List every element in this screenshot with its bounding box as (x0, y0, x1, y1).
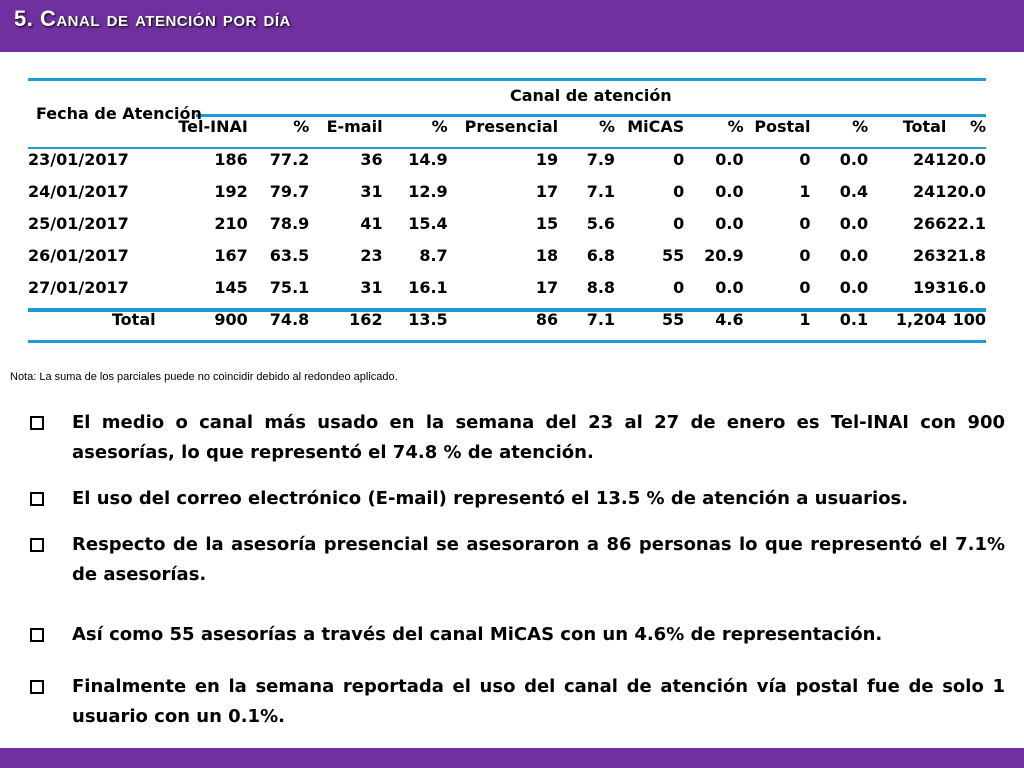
table-cell: 5.6 (586, 213, 616, 233)
row-date: 25/01/2017 (28, 213, 129, 233)
table-cell: 167 (214, 245, 248, 265)
table-cell: 0.0 (839, 277, 869, 297)
table-cell: 192 (214, 181, 248, 201)
bullet-text: Así como 55 asesorías a través del canal MiCAS con un 4.6% de representación. (72, 624, 883, 645)
bullet-item (30, 530, 1005, 590)
table-row (28, 175, 986, 207)
table-cell: 8.8 (586, 277, 616, 297)
table-cell: 21.8 (946, 245, 986, 265)
table-cell: 7.1 (586, 181, 616, 201)
col-header: % (727, 117, 744, 136)
table-cell: 0.0 (839, 213, 869, 233)
date-column-header: Fecha de Atención (36, 104, 202, 123)
table-cell: 41 (360, 213, 383, 233)
table-cell: 0 (799, 245, 811, 265)
table-cell: 31 (360, 277, 383, 297)
table-cell: 241 (913, 149, 947, 169)
table-row (28, 239, 986, 271)
table-cell: 0 (673, 181, 685, 201)
table-cell: 0.0 (715, 277, 744, 297)
total-cell: 74.8 (269, 309, 310, 329)
table-cell: 186 (214, 149, 248, 169)
table-bottom-rule (28, 340, 986, 343)
bullet-text: Respecto de la asesoría presencial se asesoraron a 86 personas lo que representó el 7.1% de asesorías. (72, 534, 1005, 585)
total-cell: 1 (799, 309, 811, 329)
table-cell: 22.1 (946, 213, 986, 233)
col-header: Tel-INAI (178, 117, 248, 136)
table-cell: 16.1 (408, 277, 448, 297)
table-cell: 55 (662, 245, 685, 265)
bullet-item (30, 620, 1005, 650)
col-header: % (599, 117, 616, 136)
checkbox-bullet-icon (30, 680, 44, 694)
table-cell: 15.4 (408, 213, 448, 233)
total-cell: 13.5 (408, 309, 448, 329)
table-cell: 0.0 (839, 245, 869, 265)
bullet-text: El uso del correo electrónico (E-mail) representó el 13.5 % de atención a usuarios. (72, 488, 909, 509)
col-header: % (969, 117, 986, 136)
row-date: 23/01/2017 (28, 149, 129, 169)
bullet-item (30, 408, 1005, 468)
table-cell: 16.0 (946, 277, 986, 297)
table-cell: 18 (535, 245, 559, 265)
col-header: % (293, 117, 310, 136)
table-cell: 0 (673, 149, 685, 169)
table-cell: 0 (673, 213, 685, 233)
table-cell: 145 (214, 277, 248, 297)
table-cell: 241 (913, 181, 947, 201)
total-cell: 900 (214, 309, 248, 329)
table-cell: 266 (913, 213, 947, 233)
table-cell: 20.0 (946, 149, 986, 169)
table-cell: 19 (535, 149, 559, 169)
total-cell: 55 (662, 309, 685, 329)
table-cell: 0.4 (839, 181, 869, 201)
table-cell: 63.5 (269, 245, 310, 265)
row-date: 24/01/2017 (28, 181, 129, 201)
table-cell: 0 (673, 277, 685, 297)
table-cell: 0.0 (715, 149, 744, 169)
total-cell: 7.1 (586, 309, 616, 329)
footer-bar (0, 748, 1024, 768)
row-date: 26/01/2017 (28, 245, 129, 265)
column-header-row (28, 110, 986, 143)
col-header: % (852, 117, 869, 136)
bullet-text: El medio o canal más usado en la semana del 23 al 27 de enero es Tel-INAI con 900 asesorías, lo que representó el 74.8 % de atención. (72, 412, 1005, 463)
bullet-item (30, 484, 1005, 514)
table-cell: 210 (214, 213, 248, 233)
checkbox-bullet-icon (30, 416, 44, 430)
total-cell: 162 (349, 309, 383, 329)
col-header: E-mail (326, 117, 383, 136)
table-cell: 20.0 (946, 181, 986, 201)
col-header: Total (902, 117, 947, 136)
table-row (28, 143, 986, 175)
slide-title: 5. Canal de atención por día (14, 6, 291, 31)
col-header: Postal (754, 117, 811, 136)
table-row (28, 207, 986, 239)
table-cell: 79.7 (269, 181, 310, 201)
table-cell: 8.7 (419, 245, 448, 265)
total-row (28, 303, 986, 335)
bullet-item (30, 672, 1005, 732)
channel-table (28, 79, 986, 335)
checkbox-bullet-icon (30, 538, 44, 552)
table-row (28, 271, 986, 303)
col-header: % (431, 117, 448, 136)
checkbox-bullet-icon (30, 628, 44, 642)
total-cell: 100 (952, 309, 986, 329)
col-header: MiCAS (627, 117, 685, 136)
channel-group-header: Canal de atención (510, 86, 672, 105)
total-cell: 4.6 (715, 309, 744, 329)
table-cell: 31 (360, 181, 383, 201)
col-header: Presencial (464, 117, 559, 136)
table-cell: 193 (913, 277, 947, 297)
checkbox-bullet-icon (30, 492, 44, 506)
table-cell: 0 (799, 277, 811, 297)
row-date: 27/01/2017 (28, 277, 129, 297)
table-cell: 263 (913, 245, 947, 265)
table-cell: 0.0 (839, 149, 869, 169)
table-cell: 17 (535, 181, 559, 201)
table-cell: 17 (535, 277, 559, 297)
table-cell: 36 (360, 149, 383, 169)
table-cell: 0.0 (715, 181, 744, 201)
table-cell: 20.9 (704, 245, 744, 265)
table-cell: 12.9 (408, 181, 448, 201)
total-cell: 0.1 (839, 309, 869, 329)
table-cell: 0 (799, 213, 811, 233)
table-note: Nota: La suma de los parciales puede no coincidir debido al redondeo aplicado. (10, 371, 398, 383)
table-cell: 1 (799, 181, 811, 201)
table-cell: 0 (799, 149, 811, 169)
table-cell: 6.8 (586, 245, 616, 265)
table-cell: 15 (535, 213, 559, 233)
title-bar (0, 0, 1024, 52)
total-cell: 86 (535, 309, 559, 329)
table-cell: 78.9 (269, 213, 310, 233)
bullet-text: Finalmente en la semana reportada el uso del canal de atención vía postal fue de solo 1 usuario con un 0.1%. (72, 676, 1005, 727)
table-cell: 7.9 (586, 149, 616, 169)
table-cell: 75.1 (269, 277, 310, 297)
total-label: Total (111, 309, 156, 329)
table-cell: 0.0 (715, 213, 744, 233)
total-cell: 1,204 (895, 309, 947, 329)
table-cell: 14.9 (408, 149, 448, 169)
table-cell: 23 (360, 245, 383, 265)
table-cell: 77.2 (269, 149, 310, 169)
